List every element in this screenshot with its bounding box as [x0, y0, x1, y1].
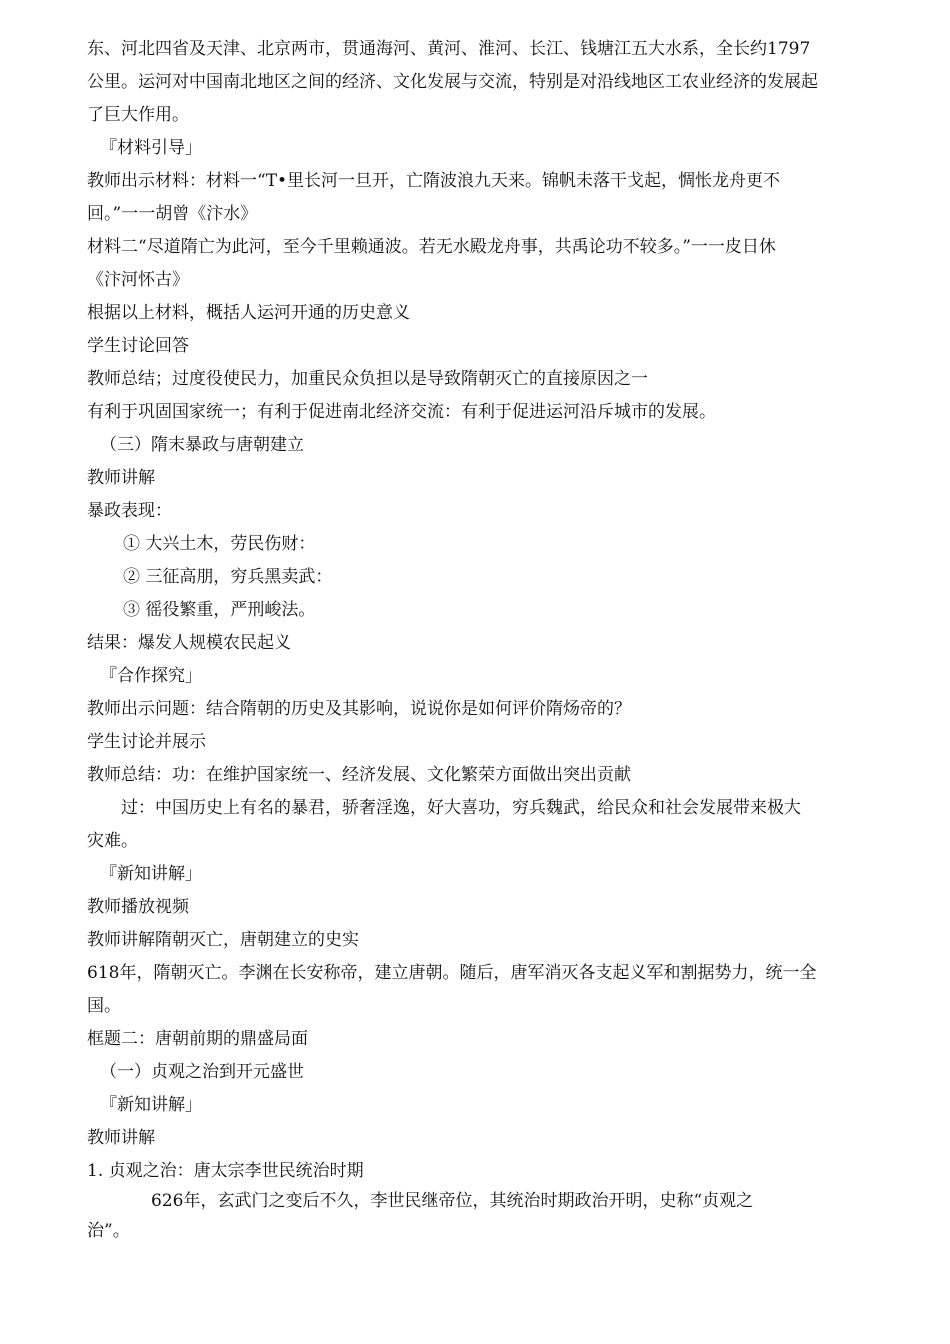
text-line: 学生讨论并展示: [87, 732, 206, 752]
section-heading: （一）贞观之治到开元盛世: [100, 1062, 304, 1082]
text-line: 《汴河怀古》: [87, 270, 189, 290]
text-line: 有利于巩固国家统一；有利于促进南北经济交流：有利于促进运河沿斥城市的发展。: [87, 402, 716, 422]
text-line: 灾难。: [87, 831, 138, 851]
text-line: 根据以上材料，概括人运河开通的历史意义: [87, 303, 410, 323]
text-line: 了巨大作用。: [87, 105, 189, 125]
section-marker: 『材料引导」: [100, 138, 202, 158]
text-line: 教师讲解: [87, 1128, 155, 1148]
text-line: 暴政表现：: [87, 501, 172, 521]
text-line: 618年，隋朝灭亡。李渊在长安称帝，建立唐朝。随后，唐军消灭各支起义军和割据势力，统一全: [87, 963, 817, 983]
list-item: 1. 贞观之治：唐太宗李世民统治时期: [87, 1161, 364, 1181]
text-line: 公里。运河对中国南北地区之间的经济、文化发展与交流，特别是对沿线地区工农业经济的发展起: [87, 72, 818, 92]
text-line: 东、河北四省及天津、北京两市，贯通海河、黄河、淮河、长江、钱塘江五大水系，全长约1797: [87, 39, 811, 59]
text-line: 626年，玄武门之变后不久，李世民继帝位，其统治时期政治开明，史称“贞观之: [151, 1191, 754, 1211]
text-line: 结果：爆发人规模农民起义: [87, 633, 291, 653]
text-line: 学生讨论回答: [87, 336, 189, 356]
text-line: 过：中国历史上有名的暴君，骄奢淫逸，好大喜功，穷兵魏武，给民众和社会发展带来极大: [121, 798, 801, 818]
text-line: 教师出示材料：材料一“T•里长河一旦开，亡隋波浪九天来。锦帆未落干戈起，惆怅龙舟更不: [87, 171, 781, 191]
section-heading: 框题二：唐朝前期的鼎盛局面: [87, 1029, 308, 1049]
text-line: 国。: [87, 996, 121, 1016]
text-line: 治”。: [87, 1221, 130, 1241]
text-line: 教师出示问题：结合隋朝的历史及其影响，说说你是如何评价隋炀帝的？: [87, 699, 631, 719]
section-marker: 『新知讲解」: [100, 864, 202, 884]
text-line: 回。”一一胡曾《汴水》: [87, 204, 258, 224]
text-line: 材料二“尽道隋亡为此河，至今千里赖通波。若无水殿龙舟事，共禹论功不较多。”一一皮日休: [87, 237, 776, 257]
list-item: ① 大兴土木，劳民伤财：: [123, 534, 316, 554]
section-marker: 『合作探究」: [100, 666, 202, 686]
text-line: 教师播放视频: [87, 897, 189, 917]
section-marker: 『新知讲解」: [100, 1095, 202, 1115]
text-line: 教师讲解: [87, 468, 155, 488]
section-heading: （三）隋末暴政与唐朝建立: [100, 435, 304, 455]
list-item: ② 三征高朋，穷兵黑卖武：: [123, 567, 333, 587]
text-line: 教师讲解隋朝灭亡，唐朝建立的史实: [87, 930, 359, 950]
text-line: 教师总结：功：在维护国家统一、经济发展、文化繁荣方面做出突出贡献: [87, 765, 631, 785]
list-item: ③ 徭役繁重，严刑峻法。: [123, 600, 316, 620]
text-line: 教师总结；过度役使民力，加重民众负担以是导致隋朝灭亡的直接原因之一: [87, 369, 648, 389]
